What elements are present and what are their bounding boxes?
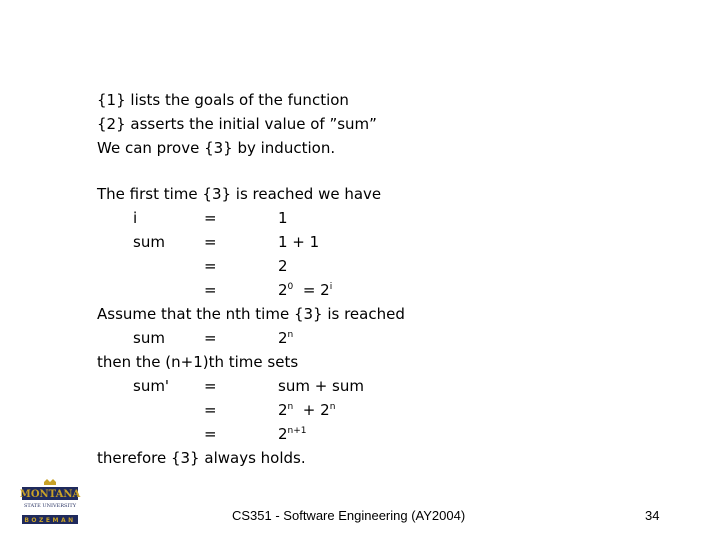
page-number: 34 [645,508,660,523]
row-sum-lhs: sum [133,233,165,251]
intro-line-3: We can prove {3} by induction. [97,139,336,157]
row-2-rhs: 2 [278,257,288,275]
then-row-1-lhs: sum' [133,377,170,395]
assume-exp: n [287,330,294,340]
assume-lhs: sum [133,329,165,347]
row-i-eq: = [204,209,217,227]
assume-rhs [278,328,293,348]
then-row-3-eq: = [204,425,217,443]
row-i-rhs: 1 [278,209,288,227]
then-row-3-exp: n+1 [287,426,307,436]
row-pow-eq: = [204,281,217,299]
then-row-2-exp-2: n [329,402,336,412]
then-row-2-rhs [278,400,335,420]
then-row-3-rhs [278,424,307,444]
logo-sub-text: STATE UNIVERSITY [23,503,77,509]
university-logo [18,478,82,526]
footer-course: CS351 - Software Engineering (AY2004) [232,508,466,523]
then-row-3-base: 2 [278,425,288,443]
then-row-2-base-1: 2 [278,401,288,419]
conclusion: therefore {3} always holds. [97,449,306,467]
row-i-lhs: i [133,209,138,227]
row-pow-rhs [278,280,332,300]
intro-line-1: {1} lists the goals of the function [97,91,349,109]
intro-line-2: {2} asserts the initial value of ”sum” [97,115,377,133]
assume-heading: Assume that the nth time {3} is reached [97,305,405,323]
assume-eq: = [204,329,217,347]
row-sum-rhs: 1 + 1 [278,233,320,251]
pow-exp-1: 0 [287,282,294,292]
row-sum-eq: = [204,233,217,251]
then-row-1-rhs: sum + sum [278,377,364,395]
then-row-1-eq: = [204,377,217,395]
pow-exp-2: i [329,282,333,292]
then-row-2-exp-1: n [287,402,294,412]
then-row-2-mid: + 2 [293,401,330,419]
pow-base-1: 2 [278,281,288,299]
logo-bottom-text: BOZEMAN [24,517,76,524]
pow-mid: = 2 [293,281,330,299]
then-row-2-eq: = [204,401,217,419]
then-heading: then the (n+1)th time sets [97,353,299,371]
row-2-eq: = [204,257,217,275]
assume-base: 2 [278,329,288,347]
first-time-heading: The first time {3} is reached we have [97,185,382,203]
logo-top-text: MONTANA [19,489,81,500]
